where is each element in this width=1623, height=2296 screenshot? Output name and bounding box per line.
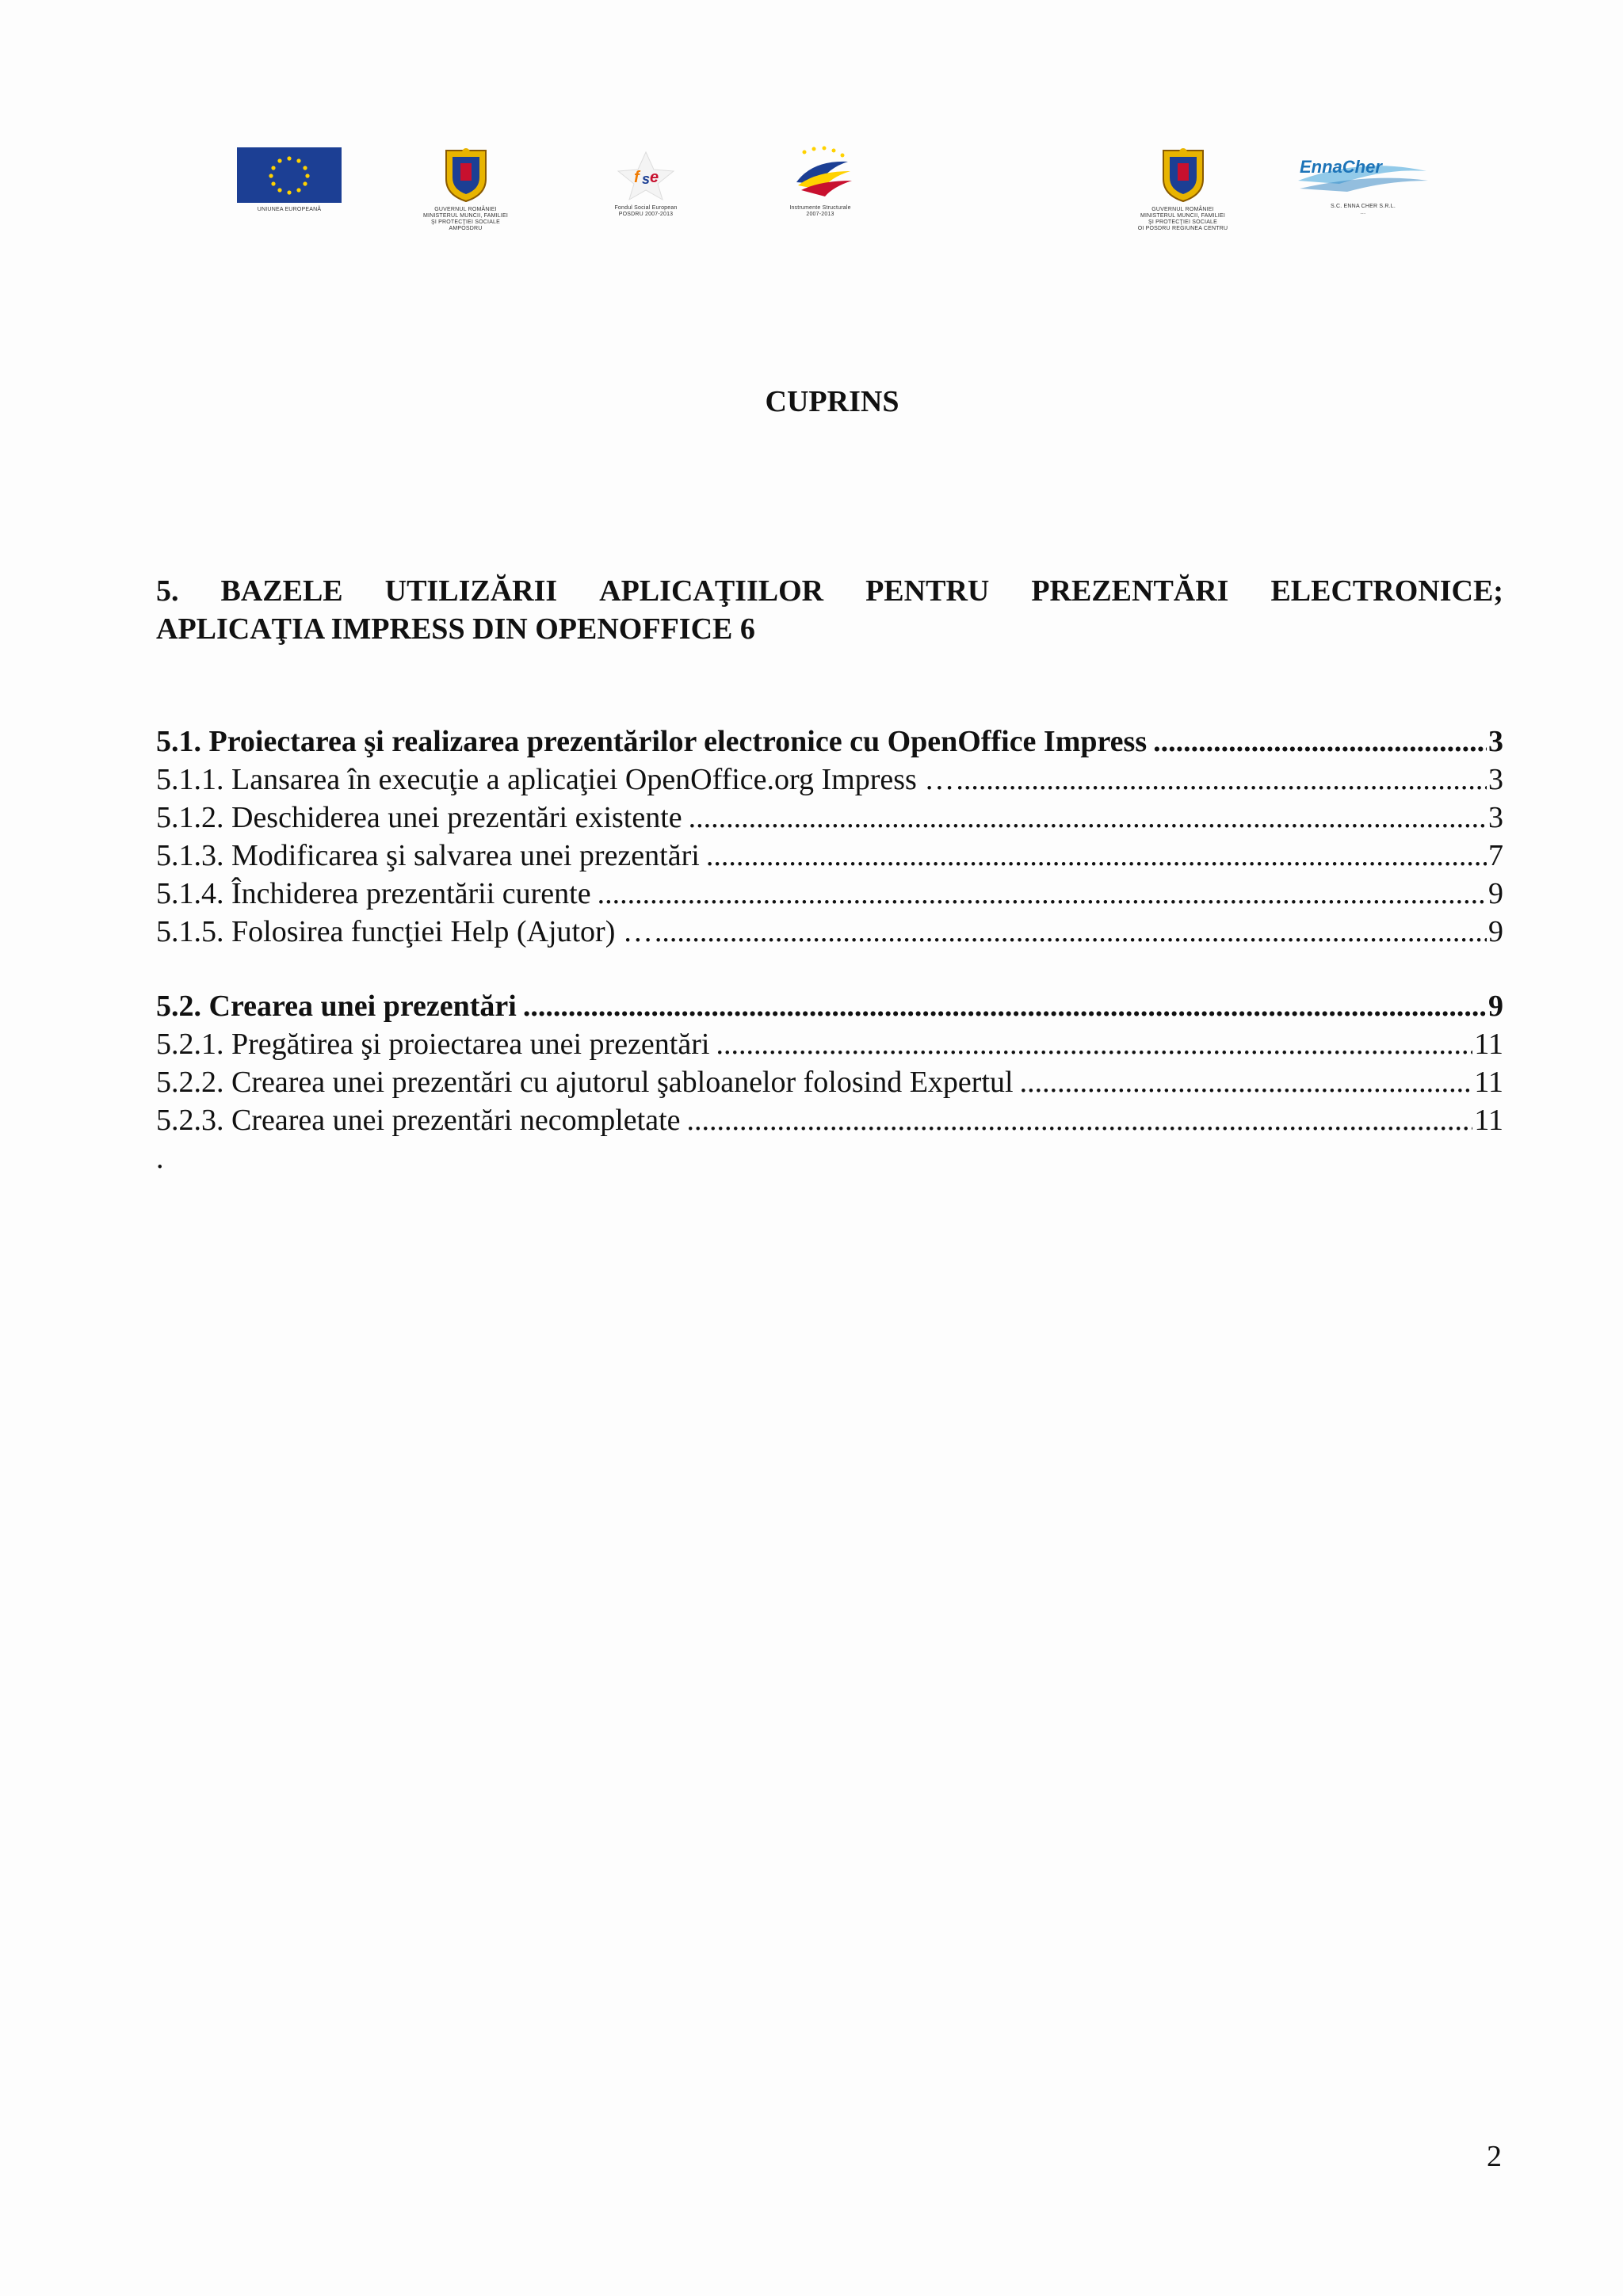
structural-instruments-icon <box>781 144 860 201</box>
svg-text:f: f <box>634 169 640 186</box>
toc-entry-title: 5.1.4. Închiderea prezentării curente <box>156 877 591 910</box>
logo-caption: GUVERNUL ROMÂNIEI MINISTERUL MUNCII, FAMILIEI ŞI PROTECŢIEI SOCIALE AMPOSDRU <box>422 207 509 231</box>
toc-page-number: 3 <box>1488 763 1503 796</box>
toc-dot-leader <box>655 913 1487 951</box>
toc-page-number: 7 <box>1488 839 1503 872</box>
trailing-mark: . <box>156 1142 164 1175</box>
toc-dot-leader <box>1020 1063 1473 1101</box>
logo-caption: GUVERNUL ROMÂNIEI MINISTERUL MUNCII, FAMILIEI ŞI PROTECŢIEI SOCIALE OI POSDRU REGIUNEA CENTRU <box>1137 207 1228 231</box>
svg-text:e: e <box>650 169 659 186</box>
structural-instruments-logo <box>761 144 880 218</box>
toc-page-number: 11 <box>1474 1028 1503 1061</box>
toc-entry-5-2-2[interactable] <box>156 1063 1503 1101</box>
toc-entry-5-1-1[interactable] <box>156 761 1503 799</box>
toc-entry-title: 5.2. Crearea unei prezentări <box>156 990 517 1023</box>
table-of-contents <box>156 723 1503 951</box>
chapter-heading-line-2: APLICAŢIA IMPRESS DIN OPENOFFICE 6 <box>156 612 755 646</box>
fse-star-icon <box>610 151 682 201</box>
coat-of-arms-icon <box>438 146 494 203</box>
toc-dot-leader <box>687 1101 1473 1139</box>
toc-page-number: 11 <box>1474 1066 1503 1099</box>
svg-text:s: s <box>642 171 651 187</box>
toc-entry-title: 5.2.2. Crearea unei prezentări cu ajutorul şabloanelor folosind Expertul <box>156 1066 1014 1099</box>
toc-entry-title: 5.2.1. Pregătirea şi proiectarea unei prezentări <box>156 1028 710 1061</box>
logo-strip <box>0 143 1623 254</box>
chapter-word: APLICAŢIILOR <box>599 574 824 608</box>
chapter-word: BAZELE <box>220 574 343 608</box>
table-of-contents-section-2 <box>156 987 1503 1139</box>
chapter-word: 5. <box>156 574 179 608</box>
toc-entry-title: 5.1.5. Folosirea funcţiei Help (Ajutor) … <box>156 915 653 948</box>
toc-page-number: 3 <box>1488 801 1503 834</box>
fse-logo <box>586 151 705 218</box>
chapter-word: PENTRU <box>865 574 990 608</box>
toc-entry-5-2-1[interactable] <box>156 1025 1503 1063</box>
ennacher-swoosh-icon <box>1292 149 1434 200</box>
toc-page-number: 9 <box>1488 990 1503 1023</box>
toc-entry-5-2[interactable] <box>156 987 1503 1025</box>
chapter-word: ELECTRONICE; <box>1270 574 1503 608</box>
toc-dot-leader <box>1153 723 1487 761</box>
chapter-word: UTILIZĂRII <box>384 574 558 608</box>
eu-flag-logo <box>230 147 349 213</box>
ennacher-logo <box>1292 149 1434 216</box>
toc-dot-leader <box>956 761 1487 799</box>
chapter-word: PREZENTĂRI <box>1031 574 1229 608</box>
toc-page-number: 9 <box>1488 915 1503 948</box>
toc-entry-5-1[interactable] <box>156 723 1503 761</box>
logo-caption: S.C. ENNA CHER S.R.L. ... <box>1331 204 1396 215</box>
toc-entry-5-1-5[interactable] <box>156 913 1503 951</box>
toc-entry-5-1-2[interactable] <box>156 799 1503 837</box>
coat-of-arms-icon <box>1155 146 1211 203</box>
toc-dot-leader <box>523 987 1487 1025</box>
toc-dot-leader <box>689 799 1487 837</box>
toc-page-number: 9 <box>1488 877 1503 910</box>
eu-flag-icon <box>237 147 342 203</box>
toc-entry-title: 5.1.1. Lansarea în execuţie a aplicaţiei OpenOffice.org Impress … <box>156 763 955 796</box>
toc-page-number: 3 <box>1488 725 1503 758</box>
toc-entry-title: 5.2.3. Crearea unei prezentări necompletate <box>156 1104 681 1137</box>
toc-page-number: 11 <box>1474 1104 1503 1137</box>
toc-entry-5-1-4[interactable] <box>156 875 1503 913</box>
chapter-heading-line-1 <box>156 572 1503 610</box>
toc-entry-title: 5.1. Proiectarea şi realizarea prezentărilor electronice cu OpenOffice Impress <box>156 725 1148 758</box>
page-number: 2 <box>1487 2140 1502 2173</box>
chapter-heading <box>156 572 1503 648</box>
toc-dot-leader <box>716 1025 1472 1063</box>
toc-dot-leader <box>706 837 1487 875</box>
logo-caption: UNIUNEA EUROPEANĂ <box>257 207 322 212</box>
toc-dot-leader <box>598 875 1487 913</box>
logo-caption: Fondul Social European POSDRU 2007-2013 <box>614 205 678 217</box>
toc-entry-title: 5.1.2. Deschiderea unei prezentări existente <box>156 801 682 834</box>
toc-entry-5-2-3[interactable] <box>156 1101 1503 1139</box>
page-title: CUPRINS <box>765 385 899 418</box>
toc-entry-title: 5.1.3. Modificarea şi salvarea unei prezentări <box>156 839 700 872</box>
toc-entry-5-1-3[interactable] <box>156 837 1503 875</box>
ennacher-wordmark: EnnaCher <box>1300 157 1382 177</box>
romania-coat-of-arms-logo-2 <box>1109 146 1256 232</box>
romania-coat-of-arms-logo <box>396 146 535 232</box>
logo-caption: Instrumente Structurale 2007-2013 <box>789 205 851 217</box>
